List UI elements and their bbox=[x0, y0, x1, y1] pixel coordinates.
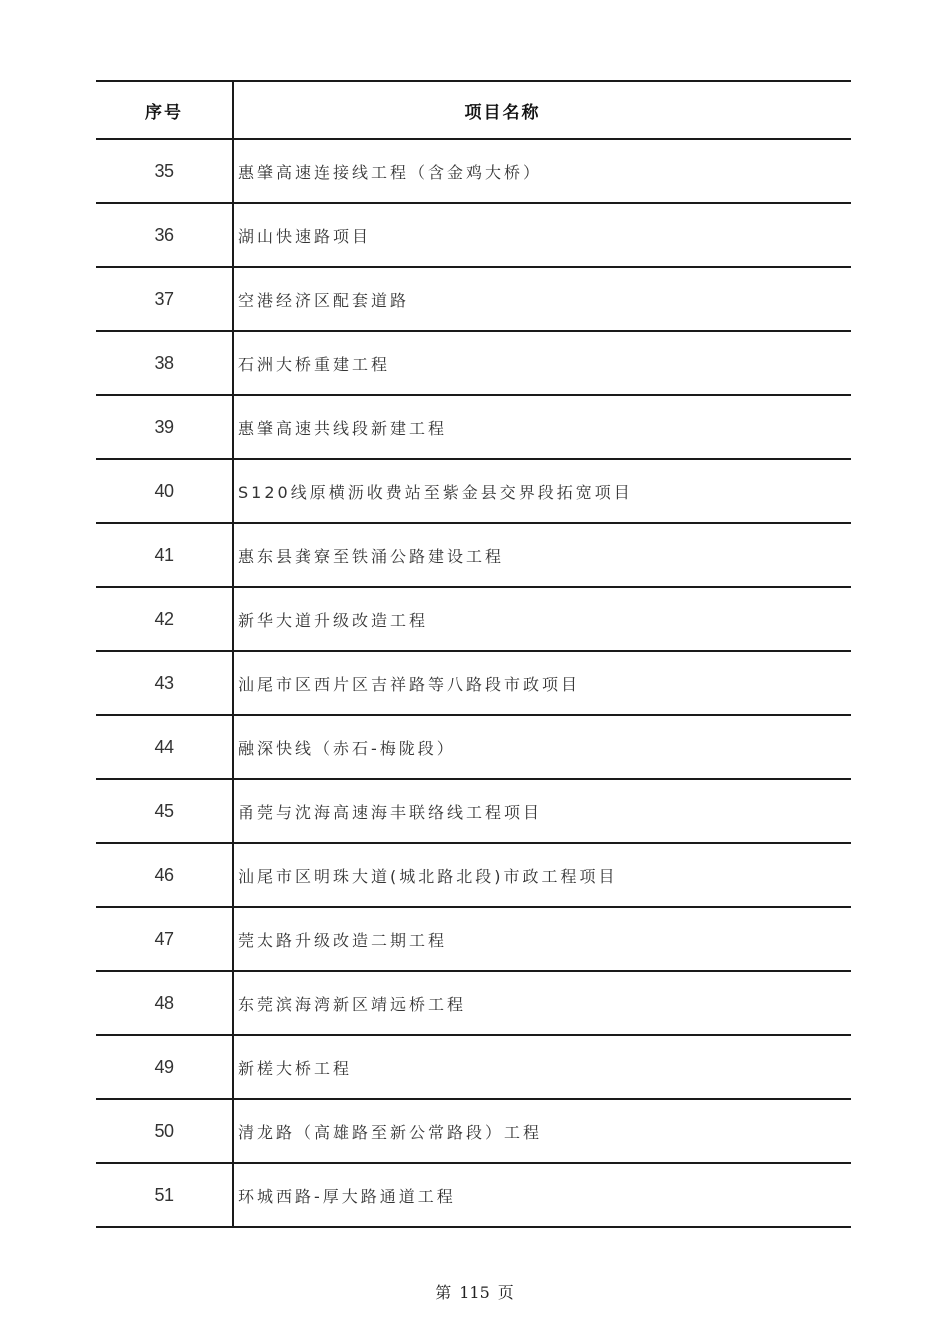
project-name-cell: 环城西路-厚大路通道工程 bbox=[238, 1186, 456, 1206]
table-row bbox=[96, 396, 851, 460]
table-row bbox=[96, 652, 851, 716]
table-row bbox=[96, 140, 851, 204]
page-number: 115 bbox=[459, 1283, 490, 1302]
project-name-cell: 石洲大桥重建工程 bbox=[238, 354, 391, 374]
table-row bbox=[96, 972, 851, 1036]
project-name-cell: 惠肇高速连接线工程（含金鸡大桥） bbox=[238, 162, 543, 182]
table-row bbox=[96, 524, 851, 588]
serial-number-cell: 43 bbox=[96, 652, 234, 714]
table-row bbox=[96, 908, 851, 972]
table-row bbox=[96, 1100, 851, 1164]
project-name-cell: S120线原横沥收费站至紫金县交界段拓宽项目 bbox=[238, 482, 633, 502]
project-name-cell: 东莞滨海湾新区靖远桥工程 bbox=[238, 994, 467, 1014]
project-name-cell: 惠肇高速共线段新建工程 bbox=[238, 418, 448, 438]
project-name-cell: 新华大道升级改造工程 bbox=[238, 610, 429, 630]
serial-number-cell: 42 bbox=[96, 588, 234, 650]
table-header-row bbox=[96, 82, 851, 140]
serial-number-cell: 38 bbox=[96, 332, 234, 394]
table-row bbox=[96, 268, 851, 332]
serial-number-cell: 44 bbox=[96, 716, 234, 778]
project-name-cell: 惠东县龚寮至铁涌公路建设工程 bbox=[238, 546, 505, 566]
serial-number-cell: 39 bbox=[96, 396, 234, 458]
project-name-cell: 湖山快速路项目 bbox=[238, 226, 372, 246]
serial-number-cell: 49 bbox=[96, 1036, 234, 1098]
serial-number-cell: 51 bbox=[96, 1164, 234, 1226]
table-row bbox=[96, 1164, 851, 1228]
serial-number-cell: 50 bbox=[96, 1100, 234, 1162]
serial-number-cell: 36 bbox=[96, 204, 234, 266]
serial-number-cell: 37 bbox=[96, 268, 234, 330]
table-row bbox=[96, 204, 851, 268]
serial-number-cell: 45 bbox=[96, 780, 234, 842]
table-row bbox=[96, 588, 851, 652]
table-row bbox=[96, 460, 851, 524]
project-name-cell: 空港经济区配套道路 bbox=[238, 290, 410, 310]
project-name-cell: 汕尾市区明珠大道(城北路北段)市政工程项目 bbox=[238, 866, 618, 886]
project-name-cell: 甬莞与沈海高速海丰联络线工程项目 bbox=[238, 802, 543, 822]
project-table bbox=[96, 80, 851, 1228]
table-row bbox=[96, 1036, 851, 1100]
page-suffix: 页 bbox=[497, 1283, 514, 1302]
table-row bbox=[96, 332, 851, 396]
page-prefix: 第 bbox=[435, 1283, 452, 1302]
serial-number-cell: 47 bbox=[96, 908, 234, 970]
table-row bbox=[96, 780, 851, 844]
project-name-cell: 莞太路升级改造二期工程 bbox=[238, 930, 448, 950]
project-name-cell: 融深快线（赤石-梅陇段） bbox=[238, 738, 456, 758]
serial-number-cell: 48 bbox=[96, 972, 234, 1034]
header-serial-number: 序号 bbox=[96, 82, 234, 138]
table-row bbox=[96, 716, 851, 780]
serial-number-cell: 41 bbox=[96, 524, 234, 586]
serial-number-cell: 46 bbox=[96, 844, 234, 906]
project-name-cell: 汕尾市区西片区吉祥路等八路段市政项目 bbox=[238, 674, 581, 694]
project-name-cell: 清龙路（高雄路至新公常路段）工程 bbox=[238, 1122, 543, 1142]
table-body bbox=[96, 140, 851, 1228]
page-footer bbox=[0, 1280, 949, 1303]
project-name-cell: 新槎大桥工程 bbox=[238, 1058, 353, 1078]
serial-number-cell: 35 bbox=[96, 140, 234, 202]
table-row bbox=[96, 844, 851, 908]
header-project-name: 项目名称 bbox=[464, 102, 541, 123]
serial-number-cell: 40 bbox=[96, 460, 234, 522]
